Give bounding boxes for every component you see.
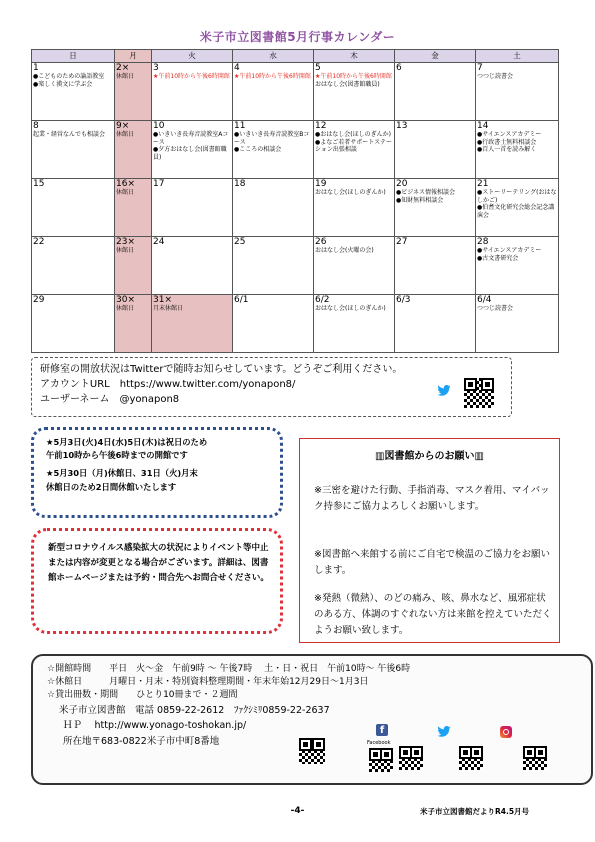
day-number: 27 [396,237,408,247]
facebook-label: Facebook [367,740,391,746]
day-number: 7 [477,63,483,73]
calendar-day-cell [476,237,559,295]
calendar-day-cell [32,121,115,179]
calendar-day-cell [476,121,559,179]
event-item: つつじ読書会 [477,305,514,312]
calendar-day-cell [233,121,314,179]
holiday-notice-line1: ★5月3日(火)4日(水)5日(木)は祝日のため [46,437,208,447]
weekday-header: 水 [233,50,314,63]
homepage-qr-code [299,738,325,764]
day-number: 8 [33,121,39,131]
calendar-week [32,63,559,121]
day-number: 6/4 [477,295,492,305]
calendar-week [32,121,559,179]
day-number: 24 [153,237,165,247]
page-title: 米子市立図書館5月行事カレンダー [199,30,396,44]
day-number: 1 [33,63,39,73]
twitter-username: ユーザーネーム @yonapon8 [40,394,180,405]
day-number: 22 [33,237,45,247]
event-item: ●百人一首を読み解く [477,146,537,153]
calendar-day-cell [314,121,395,179]
weekday-header: 金 [395,50,476,63]
calendar-week [32,295,559,353]
day-number: 23× [116,237,135,247]
event-item: ●いきいき長寿音読教室Bコース [234,131,310,146]
request-item-3: ※発熱（微熱）、のどの痛み、咳、鼻水など、風邪症状のある方、体調のすぐれない方は来館を控えていただくようお願い致します。 [314,593,552,636]
day-number: 6/3 [396,295,411,305]
calendar-day-cell [32,237,115,295]
request-item-1: ※三密を避けた行動、手指消毒、マスク着用、マイバック持参にご協力よろしくお願いします。 [314,485,550,512]
request-item-2: ※図書館へ来館する前にご自宅で検温のご協力をお願いします。 [314,549,550,576]
calendar-day-cell [32,179,115,237]
closed-days: ☆休館日 月曜日・月末・特別資料整理期間・年末年始12月29日～1月3日 [47,677,369,687]
event-item: ●サイエンスアカデミー [477,131,542,138]
event-item: ★午前10時から午後6時開館 [315,73,392,80]
day-number: 26 [315,237,327,247]
twitter-account-url[interactable]: アカウントURL https://www.twitter.com/yonapon8/ [40,379,296,390]
day-number: 13 [396,121,408,131]
event-item: ●古文書研究会 [477,254,519,262]
event-item: ●ビジネス情報相談会 [396,189,456,196]
event-item: おはなし会(ほしのぎんか) [315,189,386,196]
twitter-qr-code [464,378,494,408]
event-item: ●こころの相談会 [234,146,282,153]
calendar-day-cell [32,63,115,121]
calendar-day-cell [314,295,395,353]
closed-label: 休館日 [116,247,135,254]
day-number: 11 [234,121,246,131]
calendar-day-cell [476,295,559,353]
weekday-header: 日 [32,50,115,63]
day-number: 12 [315,121,327,131]
event-item: ●伯耆文化研究会総会記念講演会 [477,204,555,219]
calendar-day-cell [115,121,152,179]
calendar-day-cell [115,63,152,121]
event-item: おはなし会(図書館職員) [315,80,380,88]
weekday-header: 土 [476,50,559,63]
holiday-notice-line4: 休館日のため2日間休館いたします [46,482,177,492]
instagram-qr-code [523,746,547,770]
event-item: ★午前10時から午後6時開館 [153,73,230,80]
homepage-url[interactable]: ＨＰ http://www.yonago-toshokan.jp/ [63,720,247,731]
event-item: ●行政書士無料相談会 [477,138,537,146]
event-item: ●おはなし会(ほしのぎんか) [315,131,391,138]
calendar-day-cell [233,295,314,353]
day-number: 15 [33,179,45,189]
twitter-bird-icon[interactable] [437,385,451,396]
day-number: 19 [315,179,327,189]
page-number: -4- [290,806,305,816]
event-item: ●夕方おはなし会(図書館職員) [153,146,227,161]
covid-notice-box [31,528,283,634]
calendar-day-cell [115,295,152,353]
event-item: ●楽しく漢文に学ぶ会 [33,80,93,88]
calendar-day-cell [152,121,233,179]
calendar-week [32,179,559,237]
day-number: 10 [153,121,165,131]
event-item: おはなし会(火曜の会) [315,247,374,254]
calendar-day-cell [314,63,395,121]
day-number: 14 [477,121,489,131]
event-calendar [31,49,559,353]
twitter-bird-icon[interactable] [437,726,451,737]
day-number: 6 [396,63,402,73]
weekday-header: 月 [115,50,152,63]
library-contact: 米子市立図書館 電話 0859-22-2612 ﾌｧｸｼﾐﾘ0859-22-2637 [59,705,330,716]
library-request-box [299,438,560,643]
event-item: ●よなご若者サポートステーション出張相談 [315,138,393,153]
day-number: 9× [116,121,130,131]
calendar-day-cell [314,237,395,295]
twitter-info-box [31,357,512,417]
twitter-notice-text: 研修室の開放状況はTwitterで随時お知らせしています。どうぞご利用ください。 [40,364,403,375]
calendar-day-cell [233,237,314,295]
calendar-day-cell [314,179,395,237]
day-number: 18 [234,179,246,189]
day-number: 25 [234,237,246,247]
calendar-day-cell [32,295,115,353]
day-number: 3 [153,63,159,73]
calendar-day-cell [233,63,314,121]
day-number: 31× [153,295,172,305]
closed-label: 休館日 [116,189,135,196]
calendar-day-cell [395,121,476,179]
closed-label: 休館日 [116,73,135,80]
calendar-day-cell [476,179,559,237]
calendar-day-cell [152,63,233,121]
holiday-notice-line3: ★5月30日（月)休館日、31日（火)月末 [46,468,198,478]
event-item: ★午前10時から午後6時開館 [234,73,311,80]
event-item: つつじ読書会 [477,73,514,80]
closed-label: 月末休館日 [153,305,184,312]
calendar-day-cell [476,63,559,121]
website-qr-code-2 [459,746,483,770]
twitter-qr-code-2 [399,746,423,770]
calendar-day-cell [152,179,233,237]
facebook-qr-code [369,748,393,772]
day-number: 30× [116,295,135,305]
day-number: 20 [396,179,408,189]
event-item: ●いきいき長寿音読教室Aコース [153,131,229,146]
calendar-day-cell [115,179,152,237]
loan-limit: ☆貸出冊数・期間 ひとり10冊まで・２週間 [47,690,238,700]
event-item: おはなし会(ほしのぎんか) [315,305,386,312]
day-number: 16× [116,179,135,189]
event-item: 起業・経営なんでも相談会 [33,131,106,138]
day-number: 6/2 [315,295,330,305]
closed-label: 休館日 [116,305,135,312]
calendar-day-cell [152,237,233,295]
day-number: 4 [234,63,240,73]
event-item: ●ストーリーテリング(おはなしかご) [477,189,557,204]
calendar-week [32,237,559,295]
day-number: 17 [153,179,165,189]
calendar-day-cell [233,179,314,237]
calendar-day-cell [115,237,152,295]
library-info-box [31,654,593,785]
event-item: ●こどものための論語教室 [33,73,105,80]
closed-label: 休館日 [116,131,135,138]
calendar-day-cell [152,295,233,353]
request-heading: ▥図書館からのお願い▥ [375,451,484,462]
weekday-header: 木 [314,50,395,63]
day-number: 28 [477,237,489,247]
calendar-day-cell [395,179,476,237]
day-number: 21 [477,179,489,189]
covid-notice-text: 新型コロナウイルス感染拡大の状況によりイベント等中止または内容が変更となる場合がございます。詳細は、図書館ホームページまたは予約・問合先へお問合せください。 [48,543,269,583]
day-number: 5 [315,63,321,73]
publication-name: 米子市立図書館だよりR4.5月号 [420,807,530,816]
facebook-icon[interactable]: f [376,724,388,736]
event-item: ●知財無料相談会 [396,196,444,204]
day-number: 6/1 [234,295,249,305]
library-address: 所在地〒683-0822米子市中町8番地 [63,736,220,747]
holiday-notice-line2: 午前10時から午後6時までの開館です [46,450,188,460]
weekday-header: 火 [152,50,233,63]
opening-hours: ☆開館時間 平日 火～金 午前9時 ～ 午後7時 土・日・祝日 午前10時～ 午後6時 [47,664,411,674]
event-item: ●サイエンスアカデミー [477,247,542,254]
day-number: 29 [33,295,45,305]
holiday-notice-box [31,427,283,518]
day-number: 2× [116,63,130,73]
calendar-day-cell [395,295,476,353]
calendar-day-cell [395,63,476,121]
calendar-day-cell [395,237,476,295]
instagram-icon[interactable] [500,726,512,738]
